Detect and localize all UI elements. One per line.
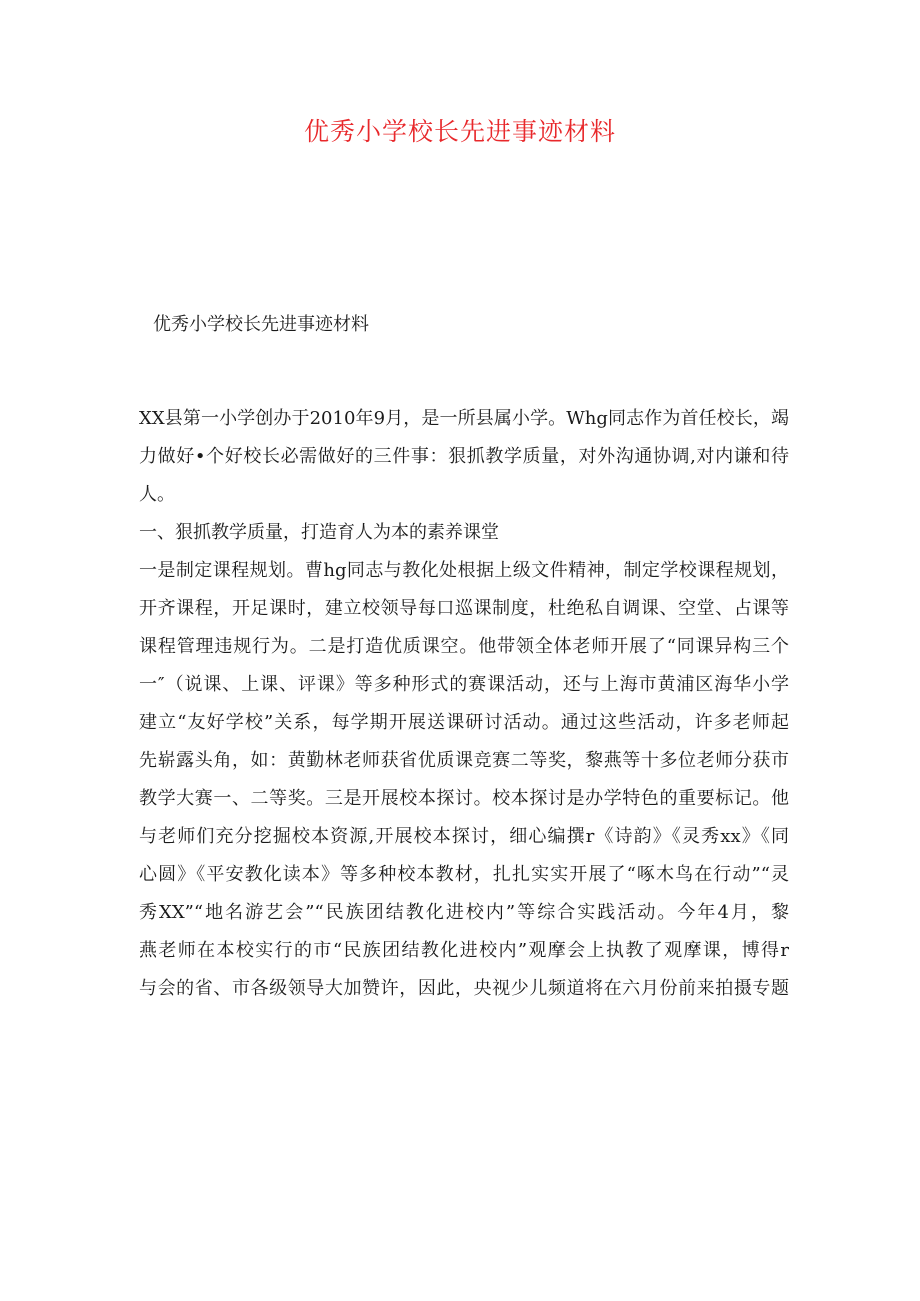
body-line: 人。 [139, 484, 175, 505]
body-line: 教学大赛一、二等奖。三是开展校本探讨。校本探讨是办学特色的重要标记。他 [139, 788, 789, 809]
body-line: 先崭露头角，如：黄勤林老师获省优质课竞赛二等奖，黎燕等十多位老师分获市 [139, 750, 789, 771]
document-title: 优秀小学校长先进事迹材料 [303, 117, 616, 146]
body-line: 一″（说课、上课、评课》等多种形式的赛课活动，还与上海市黄浦区海华小学 [139, 674, 789, 695]
document-subtitle: 优秀小学校长先进事迹材料 [153, 314, 369, 335]
body-line: 燕老师在本校实行的市“民族团结教化进校内”观摩会上执教了观摩课，博得r [139, 940, 789, 961]
body-line: XX县第一小学创办于2010年9月，是一所县属小学。Whg同志作为首任校长，竭 [139, 408, 789, 429]
body-line: 开齐课程，开足课时，建立校领导每口巡课制度，杜绝私自调课、空堂、占课等 [139, 598, 789, 619]
body-line: 建立“友好学校”关系，每学期开展送课研讨活动。通过这些活动，许多老师起 [139, 712, 789, 733]
body-line: 与老师们充分挖掘校本资源,开展校本探讨，细心编撰r《诗韵》《灵秀xx》《同 [139, 826, 789, 847]
section-heading: 一、狠抓教学质量，打造育人为本的素养课堂 [139, 522, 499, 543]
body-line: 秀XX”“地名游艺会”“民族团结教化进校内”等综合实践活动。今年4月，黎 [139, 902, 789, 923]
body-line: 心圆》《平安教化读本》等多种校本教材，扎扎实实开展了“啄木鸟在行动”“灵 [139, 864, 789, 885]
document-body [139, 400, 789, 1008]
body-line: 与会的省、市各级领导大加赞许，因此，央视少儿频道将在六月份前来拍摄专题 [139, 978, 789, 999]
body-line: 力做好•个好校长必需做好的三件事：狠抓教学质量，对外沟通协调,对内谦和待 [139, 446, 789, 467]
body-line: 课程管理违规行为。二是打造优质课空。他带领全体老师开展了“同课异构三个 [139, 636, 789, 657]
body-line: 一是制定课程规划。曹hg同志与教化处根据上级文件精神，制定学校课程规划， [139, 560, 789, 581]
